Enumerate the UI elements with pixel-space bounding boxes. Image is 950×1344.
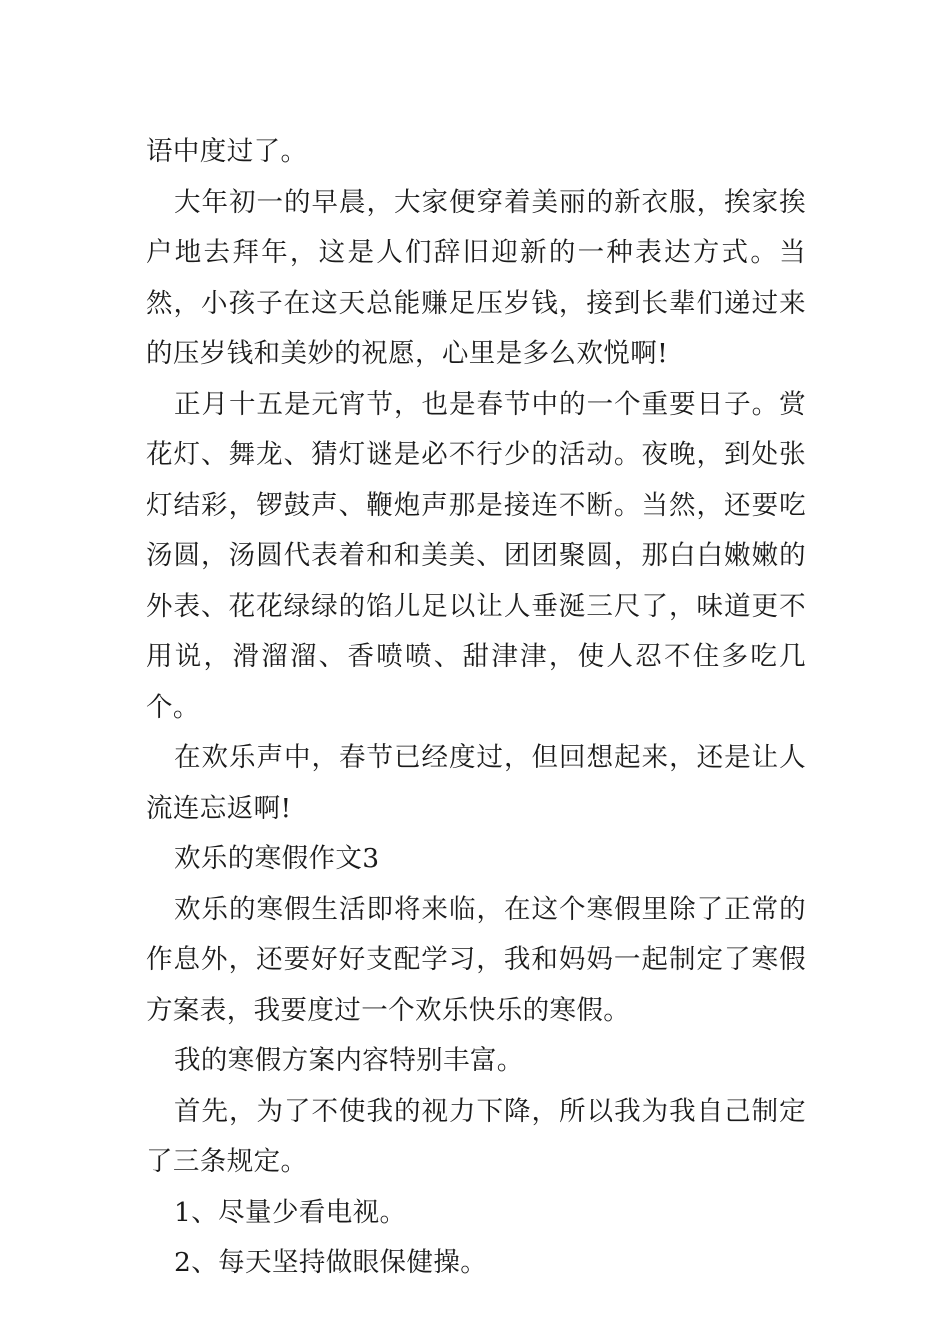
list-item-2: 2、每天坚持做眼保健操。 — [174, 1247, 488, 1278]
document-body — [146, 127, 806, 1289]
list-item-1: 1、尽量少看电视。 — [174, 1196, 407, 1228]
paragraph-3: 正月十五是元宵节，也是春节中的一个重要日子。赏花灯、舞龙、猜灯谜是必不行少的活动。夜晚，到处张灯结彩，锣鼓声、鞭炮声那是接连不断。当然，还要吃汤圆，汤圆代表着和和美美、团团聚圆，那白白嫩嫩的外表、花花绿绿的馅儿足以让人垂涎三尺了，味道更不用说，滑溜溜、香喷喷、甜津津，使人忍不住多吃几个。 — [146, 388, 806, 723]
paragraph-5: 欢乐的寒假生活即将来临，在这个寒假里除了正常的作息外，还要好好支配学习，我和妈妈一起制定了寒假方案表，我要度过一个欢乐快乐的寒假。 — [146, 893, 806, 1026]
paragraph-6: 我的寒假方案内容特别丰富。 — [174, 1045, 524, 1076]
paragraph-4: 在欢乐声中，春节已经度过，但回想起来，还是让人流连忘返啊! — [146, 742, 806, 824]
paragraph-2: 大年初一的早晨，大家便穿着美丽的新衣服，挨家挨户地去拜年，这是人们辞旧迎新的一种表达方式。当然，小孩子在这天总能赚足压岁钱，接到长辈们递过来的压岁钱和美妙的祝愿，心里是多么欢悦啊! — [146, 186, 806, 369]
paragraph-7: 首先，为了不使我的视力下降，所以我为我自己制定了三条规定。 — [146, 1095, 806, 1177]
section-heading: 欢乐的寒假作文3 — [174, 843, 380, 874]
paragraph-1: 语中度过了。 — [146, 136, 308, 167]
